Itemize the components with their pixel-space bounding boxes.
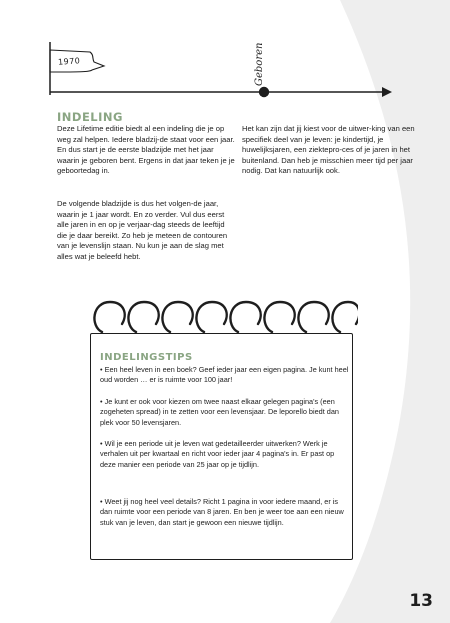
timeline-flag-year: 1970 (57, 56, 81, 67)
section-title-indelingstips: INDELINGSTIPS (100, 352, 193, 363)
page-number: 13 (409, 591, 433, 611)
section-title-indeling: INDELING (57, 110, 123, 124)
tip-item: • Weet jij nog heel veel details? Richt 1 pagina in voor iedere maand, er is dan ruimte voor een periode van 8 jaren. En ben je weer toe aan een nieuw stuk van je leven, dan start je gewoon een nieuwe tijdlijn. (100, 497, 344, 527)
tip-item: • Je kunt er ook voor kiezen om twee naast elkaar gelegen pagina's (een zogeheten spread) in te zetten voor een levensjaar. De leporello biedt dan plek voor 50 levensjaren. (100, 397, 339, 427)
timeline-birth-label: Geboren (254, 42, 265, 86)
indeling-paragraph-3: Het kan zijn dat jij kiest voor de uitwer-king van een specifiek deel van je leven: je kindertijd, je huwelijksjaren, een ziektepro-ces of je jaren in het buitenland. Dan heb je misschien meer tijd per jaar nodig. Dat kan natuurlijk ook. (242, 124, 415, 176)
tip-item: • Wil je een periode uit je leven wat gedetailleerder uitwerken? Werk je verhalen uit per kwartaal en richt voor ieder jaar 4 pagina's in. Er past op deze manier een periode van 25 jaar op je tijdlijn. (100, 439, 335, 469)
timeline-graphic (0, 0, 450, 110)
indeling-paragraph-2: De volgende bladzijde is dus het volgen-de jaar, waarin je 1 jaar wordt. En zo verder. Vul dus eerst alle jaren in en op je verjaar-dag steeds de leeftijd die je daar bereikt. Zo heb je meteen de contouren van je levenslijn staan. Nu kun je aan de slag met alles wat je beleefd hebt. (57, 199, 228, 261)
notepad-binder-rings (88, 292, 358, 342)
tip-item: • Een heel leven in een boek? Geef ieder jaar een eigen pagina. Je kunt heel oud worden … er is ruimte voor 100 jaar! (100, 365, 349, 385)
indeling-paragraph-1: Deze Lifetime editie biedt al een indeling die je op weg zal helpen. Iedere bladzij-de staat voor een jaar. En dus start je de eerste bladzijde met het jaar waarin je geboren bent. Ergens in dat jaar teken je je geboortedag in. (57, 124, 235, 176)
